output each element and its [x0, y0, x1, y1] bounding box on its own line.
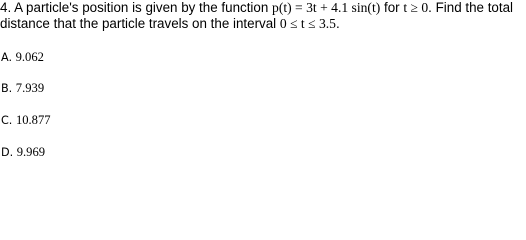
- answer-option-c[interactable]: [1, 113, 51, 128]
- interval: 0 ≤ t ≤ 3.5: [279, 16, 336, 31]
- question-suffix: . Find the total: [428, 0, 514, 15]
- option-value: 10.877: [15, 113, 51, 127]
- option-value: 9.969: [16, 145, 46, 159]
- time-condition: t ≥ 0: [403, 0, 429, 15]
- position-function: p(t) = 3t + 4.1 sin(t): [272, 0, 381, 15]
- option-letter: A.: [1, 51, 16, 64]
- answer-option-d[interactable]: [1, 145, 45, 160]
- option-value: 9.062: [15, 50, 44, 64]
- question-mid: for: [380, 0, 404, 15]
- answer-option-b[interactable]: [1, 81, 44, 96]
- option-letter: B.: [1, 82, 16, 95]
- question-line-1: [0, 0, 526, 16]
- question-text: [0, 0, 526, 32]
- option-value: 7.939: [15, 81, 45, 95]
- question-line2-prefix: distance that the particle travels on the interval: [0, 16, 280, 31]
- question-prefix: 4. A particle's position is given by the function: [0, 0, 273, 15]
- option-letter: C.: [1, 114, 16, 127]
- option-letter: D.: [1, 146, 17, 159]
- answer-option-a[interactable]: [1, 50, 44, 65]
- question-line2-suffix: .: [335, 16, 340, 31]
- question-line-2: [0, 16, 526, 32]
